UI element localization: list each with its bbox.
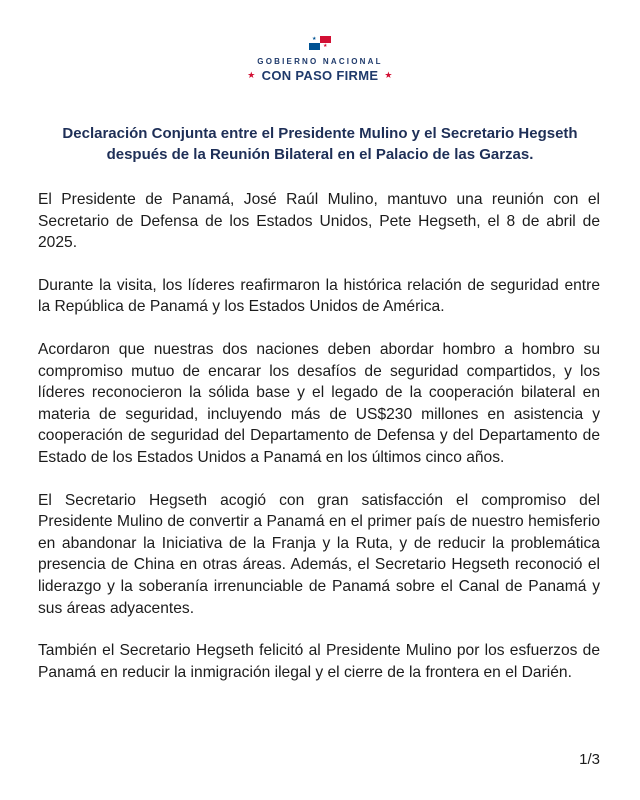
logo-slogan: CON PASO FIRME: [261, 68, 379, 83]
page-number: 1/3: [579, 751, 600, 768]
paragraph-1: El Presidente de Panamá, José Raúl Mulino, mantuvo una reunión con el Secretario de Defensa de los Estados Unidos, Pete Hegseth, el 8 de abril de 2025.: [38, 191, 600, 252]
star-left-icon: ★: [247, 70, 256, 80]
paragraph-2: Durante la visita, los líderes reafirmaron la histórica relación de seguridad entre la República de Panamá y los Estados Unidos de América.: [38, 276, 600, 316]
logo-main-line: [0, 67, 640, 84]
panama-flag-icon: ★ ★: [309, 36, 331, 50]
star-right-icon: ★: [384, 70, 393, 80]
government-logo: [0, 36, 640, 84]
logo-top-line: GOBIERNO NACIONAL: [257, 57, 383, 66]
paragraph-3: Acordaron que nuestras dos naciones deben abordar hombro a hombro su compromiso mutuo de encarar los desafíos de seguridad compartidos, y los líderes reconocieron la sólida base y el legado de la cooperación bilateral en materia de seguridad, incluyendo más de US$230 millones en asistencia y cooperación de seguridad del Departamento de Defensa y del Departamento de Estado de los Estados Unidos a Panamá en los últimos cinco años.: [38, 340, 600, 466]
document-body: [38, 189, 600, 704]
paragraph-4: El Secretario Hegseth acogió con gran satisfacción el compromiso del Presidente Mulino de convertir a Panamá en el primer país de nuestro hemisferio en abandonar la Iniciativa de la Franja y la Ruta, y de reducir la problemática presencia de China en otras áreas. Además, el Secretario Hegseth reconoció el liderazgo y la soberanía irrenunciable de Panamá sobre el Canal de Panamá y sus áreas adyacentes.: [38, 491, 600, 617]
paragraph-5: También el Secretario Hegseth felicitó al Presidente Mulino por los esfuerzos de Panamá en reducir la inmigración ilegal y el cierre de la frontera en el Darién.: [38, 642, 600, 681]
document-title: Declaración Conjunta entre el Presidente Mulino y el Secretario Hegseth después de la Reunión Bilateral en el Palacio de las Garzas.: [62, 125, 578, 163]
